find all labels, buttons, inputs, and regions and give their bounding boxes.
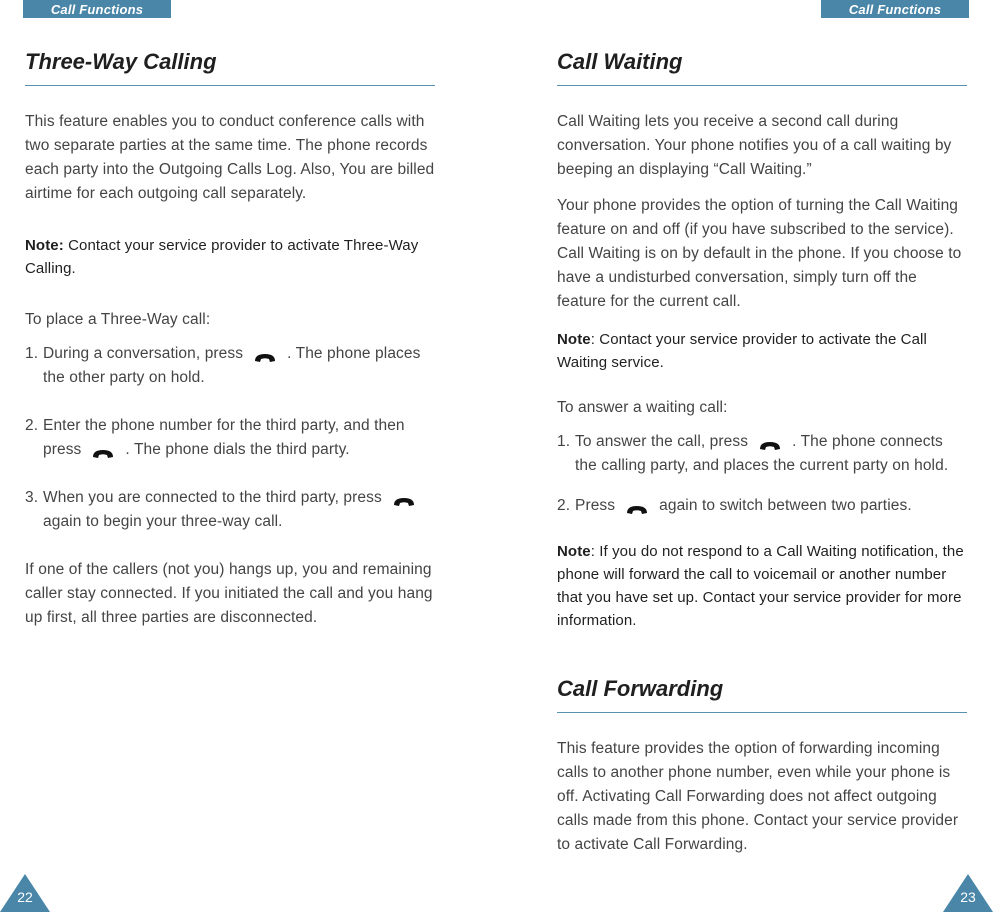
header-tab-left: Call Functions xyxy=(23,0,171,18)
step-text-after: again to begin your three-way call. xyxy=(43,513,283,530)
note-text: Contact your service provider to activate Three-Way Calling. xyxy=(25,237,419,277)
step-text: During a conversation, press xyxy=(43,345,244,362)
list-item xyxy=(25,414,435,462)
note-text: : If you do not respond to a Call Waiting notification, the phone will forward the call to voicemail or another number that you have set up. Contact your service provider for more information. xyxy=(557,543,964,629)
call-waiting-intro-2: Your phone provides the option of turning the Call Waiting feature on and off (if you have subscribed to the service). Call Waiting is on by default in the phone. If you choose to have a undisturbed conversation, simply turn off the feature for the current call. xyxy=(557,197,962,310)
three-way-intro: This feature enables you to conduct conference calls with two separate parties at the same time. The phone records each party into the Outgoing Calls Log. Also, You are billed airtime for each outgoing call separately. xyxy=(25,113,435,202)
step-number: 3. xyxy=(25,489,39,506)
call-waiting-instructions-heading: To answer a waiting call: xyxy=(557,399,728,416)
send-key-icon xyxy=(91,444,115,456)
step-number: 2. xyxy=(557,497,571,514)
note-label: Note xyxy=(557,543,591,560)
call-forwarding-title: Call Forwarding xyxy=(557,672,967,713)
send-key-icon xyxy=(625,500,649,512)
step-text-after: . The phone connects the calling party, and places the current party on hold. xyxy=(575,433,949,474)
list-item xyxy=(25,342,435,390)
right-page xyxy=(557,45,967,857)
call-waiting-title: Call Waiting xyxy=(557,45,967,86)
step-text: Enter the phone number for the third party, and then press xyxy=(43,417,405,458)
list-item xyxy=(557,430,967,478)
left-page xyxy=(25,45,435,630)
call-waiting-note-1 xyxy=(557,328,967,374)
three-way-calling-title: Three-Way Calling xyxy=(25,45,435,86)
send-key-icon xyxy=(253,348,277,360)
step-text: When you are connected to the third party, press xyxy=(43,489,382,506)
send-key-icon xyxy=(758,436,782,448)
call-waiting-intro-1: Call Waiting lets you receive a second call during conversation. Your phone notifies you of a call waiting by beeping an displaying “Call Waiting.” xyxy=(557,113,952,178)
page-number-left xyxy=(0,874,50,912)
step-text-after: . The phone places the other party on hold. xyxy=(43,345,421,386)
step-number: 2. xyxy=(25,417,39,434)
list-item xyxy=(557,494,967,518)
note-label: Note: xyxy=(25,237,64,254)
step-text: To answer the call, press xyxy=(575,433,749,450)
call-waiting-note-2 xyxy=(557,540,967,632)
page-number-right-text: 23 xyxy=(960,889,976,905)
call-forwarding-text: This feature provides the option of forwarding incoming calls to another phone number, even while your phone is off. Activating Call Forwarding does not affect outgoing calls made from this phone. Contact your service provider to activate Call Forwarding. xyxy=(557,740,959,853)
note-text: : Contact your service provider to activate the Call Waiting service. xyxy=(557,331,927,371)
step-text-after: . The phone dials the third party. xyxy=(125,441,350,458)
step-number: 1. xyxy=(557,433,571,450)
three-way-note xyxy=(25,234,435,280)
step-number: 1. xyxy=(25,345,39,362)
list-item xyxy=(25,486,435,534)
note-label: Note xyxy=(557,331,591,348)
three-way-instructions-heading: To place a Three-Way call: xyxy=(25,311,211,328)
step-text-after: again to switch between two parties. xyxy=(659,497,912,514)
page-number-left-text: 22 xyxy=(17,889,33,905)
page-number-right xyxy=(943,874,993,912)
header-tab-right: Call Functions xyxy=(821,0,969,18)
three-way-closing: If one of the callers (not you) hangs up, you and remaining caller stay connected. If you initiated the call and you hang up first, all three parties are disconnected. xyxy=(25,561,433,626)
send-key-icon xyxy=(392,492,416,504)
step-text: Press xyxy=(575,497,616,514)
